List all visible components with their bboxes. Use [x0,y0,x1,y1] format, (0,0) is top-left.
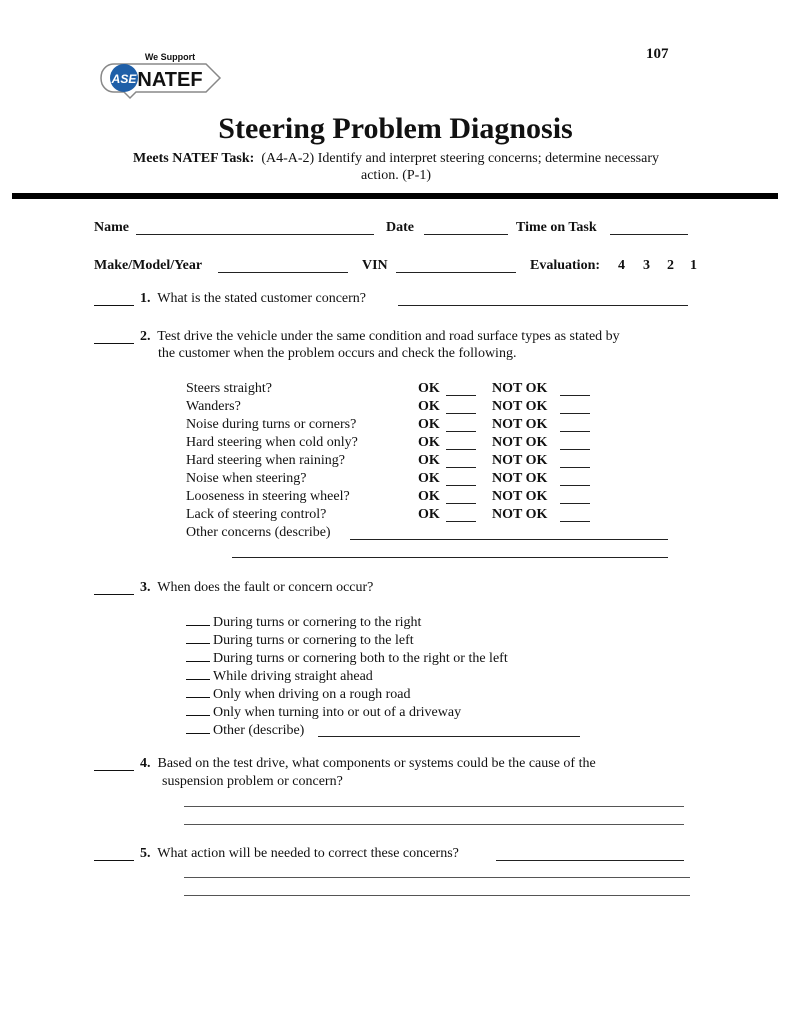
not-ok-label: NOT OK [492,471,548,486]
question-2: 2. Test drive the vehicle under the same condition and road surface types as stated by [140,329,620,344]
time-on-task-label: Time on Task [516,220,597,235]
ok-label: OK [418,489,440,504]
natef-logo [96,44,236,108]
not-ok-blank[interactable] [560,467,590,468]
not-ok-label: NOT OK [492,453,548,468]
ok-label: OK [418,399,440,414]
evaluation-label: Evaluation: [530,258,601,273]
ok-blank[interactable] [446,395,476,396]
other-concerns-label: Other concerns (describe) [186,525,331,540]
ok-blank[interactable] [446,521,476,522]
q4-answer-line-2[interactable] [184,824,684,825]
not-ok-blank[interactable] [560,413,590,414]
q2-text-line2: the customer when the problem occurs and check the following. [158,346,517,361]
name-label: Name [94,220,129,235]
q3-other-field[interactable] [318,736,580,737]
q3-option[interactable]: Only when turning into or out of a driveway [186,704,461,721]
q4-text-line1: Based on the test drive, what components or systems could be the cause of the [157,756,596,771]
ok-label: OK [418,507,440,522]
check-item: Hard steering when cold only? [186,435,358,450]
make-model-year-label: Make/Model/Year [94,258,203,273]
not-ok-label: NOT OK [492,417,548,432]
date-label: Date [386,220,414,235]
q4-score-blank[interactable] [94,770,134,771]
ok-blank[interactable] [446,467,476,468]
task-text-line2: action. (P-1) [361,168,431,183]
q5-score-blank[interactable] [94,860,134,861]
q1-score-blank[interactable] [94,305,134,306]
q1-answer-field[interactable] [398,305,688,306]
option-blank[interactable] [186,704,210,716]
logo-brand: NATEF [137,69,203,91]
evaluation-score-2[interactable]: 2 [667,258,674,273]
q3-option[interactable]: During turns or cornering both to the right or the left [186,650,508,667]
time-on-task-field[interactable] [610,234,688,235]
q3-option[interactable]: Only when driving on a rough road [186,686,411,703]
ok-blank[interactable] [446,485,476,486]
q2-score-blank[interactable] [94,343,134,344]
question-5: 5. What action will be needed to correct these concerns? [140,846,459,861]
ase-badge: ASE [111,72,137,86]
ok-label: OK [418,381,440,396]
q3-option[interactable]: Other (describe) [186,722,304,739]
check-item: Looseness in steering wheel? [186,489,350,504]
not-ok-blank[interactable] [560,485,590,486]
ok-label: OK [418,435,440,450]
not-ok-label: NOT OK [492,435,548,450]
ok-blank[interactable] [446,503,476,504]
q2-text-line1: Test drive the vehicle under the same condition and road surface types as stated by [157,329,620,344]
evaluation-score-4[interactable]: 4 [618,258,625,273]
option-blank[interactable] [186,632,210,644]
not-ok-blank[interactable] [560,431,590,432]
ok-label: OK [418,417,440,432]
q5-text: What action will be needed to correct these concerns? [157,846,459,861]
question-4: 4. Based on the test drive, what components or systems could be the cause of the [140,756,596,771]
check-item: Hard steering when raining? [186,453,345,468]
task-description [96,150,696,184]
not-ok-label: NOT OK [492,507,548,522]
logo-tagline: We Support [144,52,196,62]
q1-text: What is the stated customer concern? [157,291,366,306]
check-item: Wanders? [186,399,241,414]
make-model-year-field[interactable] [218,272,348,273]
evaluation-score-1[interactable]: 1 [690,258,697,273]
ok-blank[interactable] [446,431,476,432]
not-ok-label: NOT OK [492,399,548,414]
q5-answer-field[interactable] [496,860,684,861]
evaluation-score-3[interactable]: 3 [643,258,650,273]
option-blank[interactable] [186,722,210,734]
check-item: Lack of steering control? [186,507,327,522]
page-title: Steering Problem Diagnosis [218,112,573,145]
ok-label: OK [418,471,440,486]
option-blank[interactable] [186,614,210,626]
not-ok-label: NOT OK [492,381,548,396]
other-concerns-field-2[interactable] [232,557,668,558]
check-item: Noise when steering? [186,471,307,486]
header-rule [12,193,778,199]
option-blank[interactable] [186,650,210,662]
date-field[interactable] [424,234,508,235]
q5-answer-line-2[interactable] [184,895,690,896]
name-field[interactable] [136,234,374,235]
question-1: 1. What is the stated customer concern? [140,291,366,306]
ok-label: OK [418,453,440,468]
q5-answer-line-1[interactable] [184,877,690,878]
check-item: Steers straight? [186,381,272,396]
page-number: 107 [646,46,669,62]
ok-blank[interactable] [446,413,476,414]
not-ok-blank[interactable] [560,449,590,450]
ok-blank[interactable] [446,449,476,450]
q4-answer-line-1[interactable] [184,806,684,807]
task-text-line1: (A4-A-2) Identify and interpret steering concerns; determine necessary [261,151,659,166]
other-concerns-field[interactable] [350,539,668,540]
task-label: Meets NATEF Task: [132,151,255,166]
question-3: 3. When does the fault or concern occur? [140,580,374,595]
not-ok-label: NOT OK [492,489,548,504]
q3-score-blank[interactable] [94,594,134,595]
not-ok-blank[interactable] [560,395,590,396]
vin-field[interactable] [396,272,516,273]
not-ok-blank[interactable] [560,503,590,504]
vin-label: VIN [362,258,388,273]
q3-option[interactable]: While driving straight ahead [186,668,373,685]
check-item: Noise during turns or corners? [186,417,357,432]
not-ok-blank[interactable] [560,521,590,522]
q3-text: When does the fault or concern occur? [157,580,374,595]
q3-option[interactable]: During turns or cornering to the right [186,614,421,631]
q3-option[interactable]: During turns or cornering to the left [186,632,414,649]
option-blank[interactable] [186,668,210,680]
q4-text-line2: suspension problem or concern? [162,774,343,789]
option-blank[interactable] [186,686,210,698]
